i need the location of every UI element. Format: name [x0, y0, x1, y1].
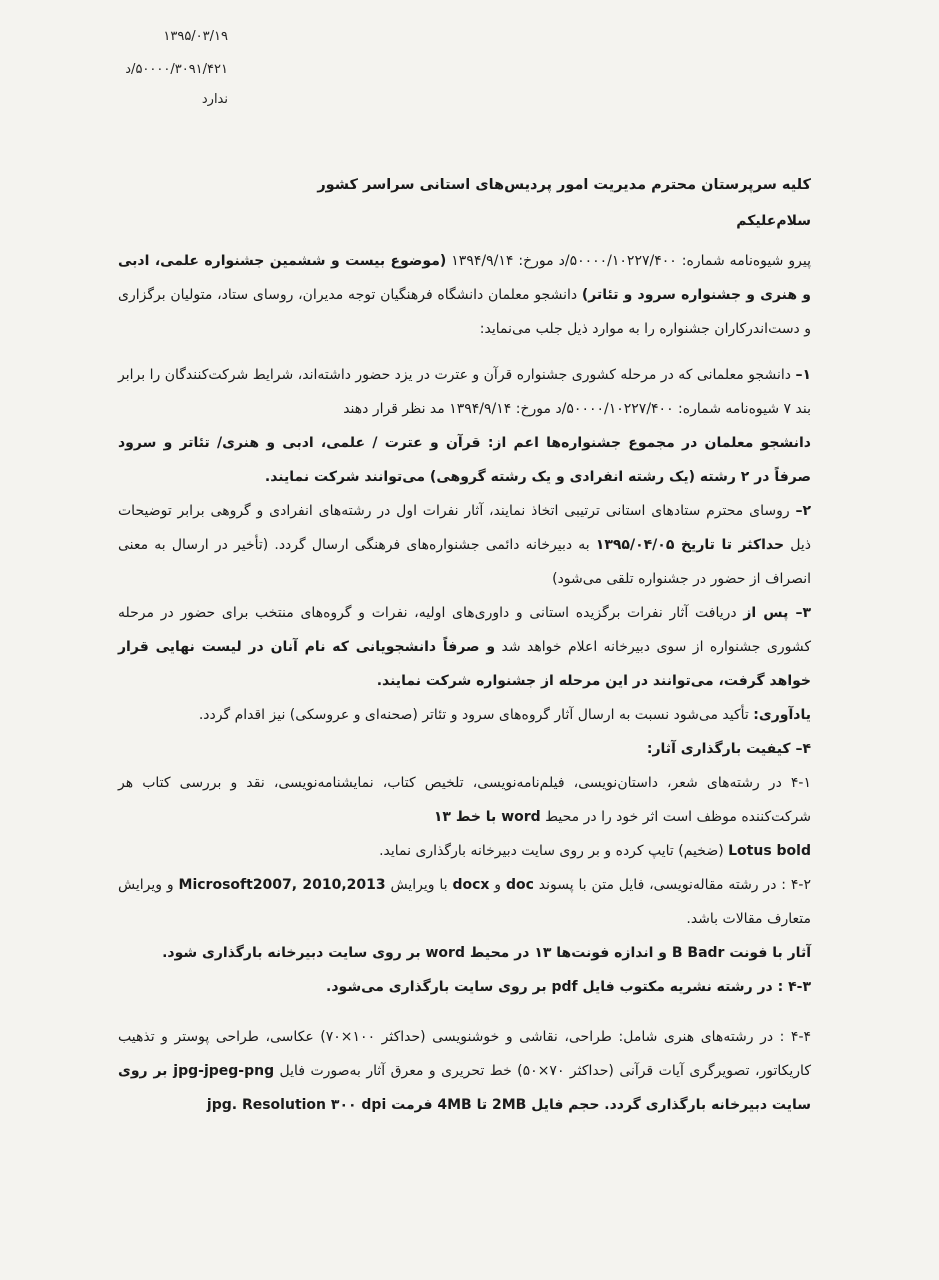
section-4-1-line2: [118, 834, 811, 868]
section-4-title-text: ۴– کیفیت بارگذاری آثار:: [646, 741, 811, 757]
s42-word: word: [425, 945, 465, 961]
s42-text-c: و ویرایش متعارف مقالات باشد.: [118, 877, 811, 927]
s42-docx: docx: [452, 877, 490, 893]
item-1-text: دانشجو معلمانی که در مرحله کشوری جشنواره قرآن و عترت در یزد حضور داشته‌اند، شرایط شرکت‌کنندگان را برابر بند ۷ شیوه‌نامه شماره: ۵۰۰۰۰/۱۰۲۲۷/۴۰۰/د مورخ: ۱۳۹۴/۹/۱۴ مد نظر قرار دهند: [118, 367, 811, 417]
s44-to: تا: [471, 1097, 492, 1113]
letter-meta: [88, 20, 228, 116]
letter-attachment: ندارد: [201, 92, 228, 107]
item-1-number: ۱–: [795, 367, 811, 383]
item-2-number: ۲–: [795, 503, 811, 519]
s42-font: B Badr: [671, 945, 725, 961]
item-3: [118, 596, 811, 698]
s41-font: Lotus bold: [728, 843, 811, 859]
s41-word: word: [501, 809, 541, 825]
s43-pdf: pdf: [551, 979, 578, 995]
s43-text-b: بر روی سایت بارگذاری می‌شود.: [326, 979, 552, 995]
s44-text-a: ۴-۴ : در رشته‌های هنری شامل: طراحی، نقاشی و خوشنویسی (حداکثر ۱۰۰×۷۰) عکاسی، طراحی پوستر و تذهیب کاریکاتور، تصویرگری آیات قرآنی (حداکثر ۷۰×۵۰) خط تحریری و معرق آثار به‌صورت فایل: [118, 1029, 812, 1079]
s41-text-c: (ضخیم) تایپ کرده و بر روی سایت دبیرخانه بارگذاری نماید.: [379, 843, 729, 859]
item-2-text-a: روسای محترم ستادهای استانی ترتیبی اتخاذ نمایند، آثار نفرات اول در رشته‌های انفرادی و گروهی برابر توضیحات ذیل: [118, 503, 811, 553]
section-4-2: [118, 868, 811, 936]
s41-text-a: ۴-۱ در رشته‌های شعر، داستان‌نویسی، فیلم‌نامه‌نویسی، تلخیص کتاب، نمایشنامه‌نویسی، نقد و بررسی کتاب هر شرکت‌کننده موظف است اثر خود را در محیط: [118, 775, 811, 825]
section-4-4: [118, 1020, 811, 1122]
s44-text-c: فرمت: [386, 1097, 438, 1113]
item-1: [118, 358, 811, 426]
recipient-line: کلیه سرپرستان محترم مدیریت امور پردیس‌های استانی سراسر کشور: [317, 177, 811, 193]
item-2-deadline: حداکثر تا تاریخ ۱۳۹۵/۰۴/۰۵: [595, 537, 785, 553]
s44-jpg: jpg.: [206, 1097, 238, 1113]
s42-doc: doc: [505, 877, 534, 893]
letter-number: ۵۰۰۰۰/۳۰۹۱/۴۲۱/د: [125, 62, 228, 77]
reminder-note: [118, 698, 811, 732]
s42-line2-b: و اندازه فونت‌ها ۱۳ در محیط: [464, 945, 672, 961]
s44-size2: 4MB: [437, 1097, 472, 1113]
item-3-text: دریافت آثار نفرات برگزیده استانی و داوری‌های اولیه، نفرات و گروه‌های منتخب برای حضور در مرحله کشوری جشنواره از سوی دبیرخانه اعلام خواهد شد: [118, 605, 811, 655]
section-4-1: [118, 766, 811, 834]
greeting: سلام‌علیکم: [736, 213, 811, 229]
s42-text-a: ۴-۲ : در رشته مقاله‌نویسی، فایل متن با پسوند: [533, 877, 811, 893]
s44-size1: 2MB: [491, 1097, 527, 1113]
item-3-lead: پس از: [743, 605, 796, 621]
item-3-number: ۳–: [795, 605, 811, 621]
item-3-final: و صرفاً دانشجویانی که نام آنان در لیست نهایی قرار خواهد گرفت، می‌توانند در این مرحله از جشنواره شرکت نمایند.: [118, 639, 811, 689]
s44-resolution: Resolution ۳۰۰ dpi: [237, 1097, 387, 1113]
s42-line2-c: بر روی سایت دبیرخانه بارگذاری شود.: [162, 945, 426, 961]
item-1-rule-text: دانشجو معلمان در مجموع جشنواره‌ها اعم از: قرآن و عترت / علمی، ادبی و هنری/ تئاتر و سرود صرفاً در ۲ رشته (یک رشته انفرادی و یک رشته گروهی) می‌توانند شرکت نمایند.: [118, 435, 811, 485]
section-4-2-line2: [118, 936, 811, 970]
s43-text-a: ۴-۳ : در رشته نشریه مکتوب فایل: [577, 979, 811, 995]
letter-body: [118, 168, 811, 1122]
item-2-text-b: به دبیرخانه دائمی جشنواره‌های فرهنگی ارسال گردد. (تأخیر در ارسال به معنی انصراف از حضور در جشنواره تلقی می‌شود): [118, 537, 811, 587]
s42-and: و: [489, 877, 506, 893]
reminder-text: تأکید می‌شود نسبت به ارسال آثار گروه‌های سرود و تئاتر (صحنه‌ای و عروسکی) نیز اقدام گردد.: [198, 707, 754, 723]
intro-subject: (موضوع بیست و ششمین جشنواره علمی، ادبی و هنری و جشنواره سرود و تئاتر): [118, 253, 811, 303]
s42-versions: Microsoft2007, 2010,2013: [178, 877, 386, 893]
item-2: [118, 494, 811, 596]
intro-text-1: پیرو شیوه‌نامه شماره: ۵۰۰۰۰/۱۰۲۲۷/۴۰۰/د مورخ: ۱۳۹۴/۹/۱۴: [446, 253, 811, 269]
intro-text-2: دانشجو معلمان دانشگاه فرهنگیان توجه مدیران، روسای ستاد، متولیان برگزاری و دست‌اندرکاران جشنواره را به موارد ذیل جلب می‌نماید:: [118, 287, 811, 337]
section-4-3: [118, 970, 811, 1004]
s44-formats: jpg-jpeg-png: [173, 1063, 275, 1079]
s44-text-b: بر روی سایت دبیرخانه بارگذاری گردد. حجم فایل: [118, 1063, 811, 1113]
reminder-label: یادآوری:: [753, 707, 811, 723]
intro-paragraph: [118, 244, 811, 346]
letter-date: ۱۳۹۵/۰۳/۱۹: [163, 29, 228, 44]
s42-line2-a: آثار با فونت: [724, 945, 811, 961]
section-4-title: [118, 732, 811, 766]
s42-text-b: با ویرایش: [385, 877, 453, 893]
s41-text-b: با خط ۱۳: [433, 809, 502, 825]
item-1-rule: [118, 426, 811, 494]
